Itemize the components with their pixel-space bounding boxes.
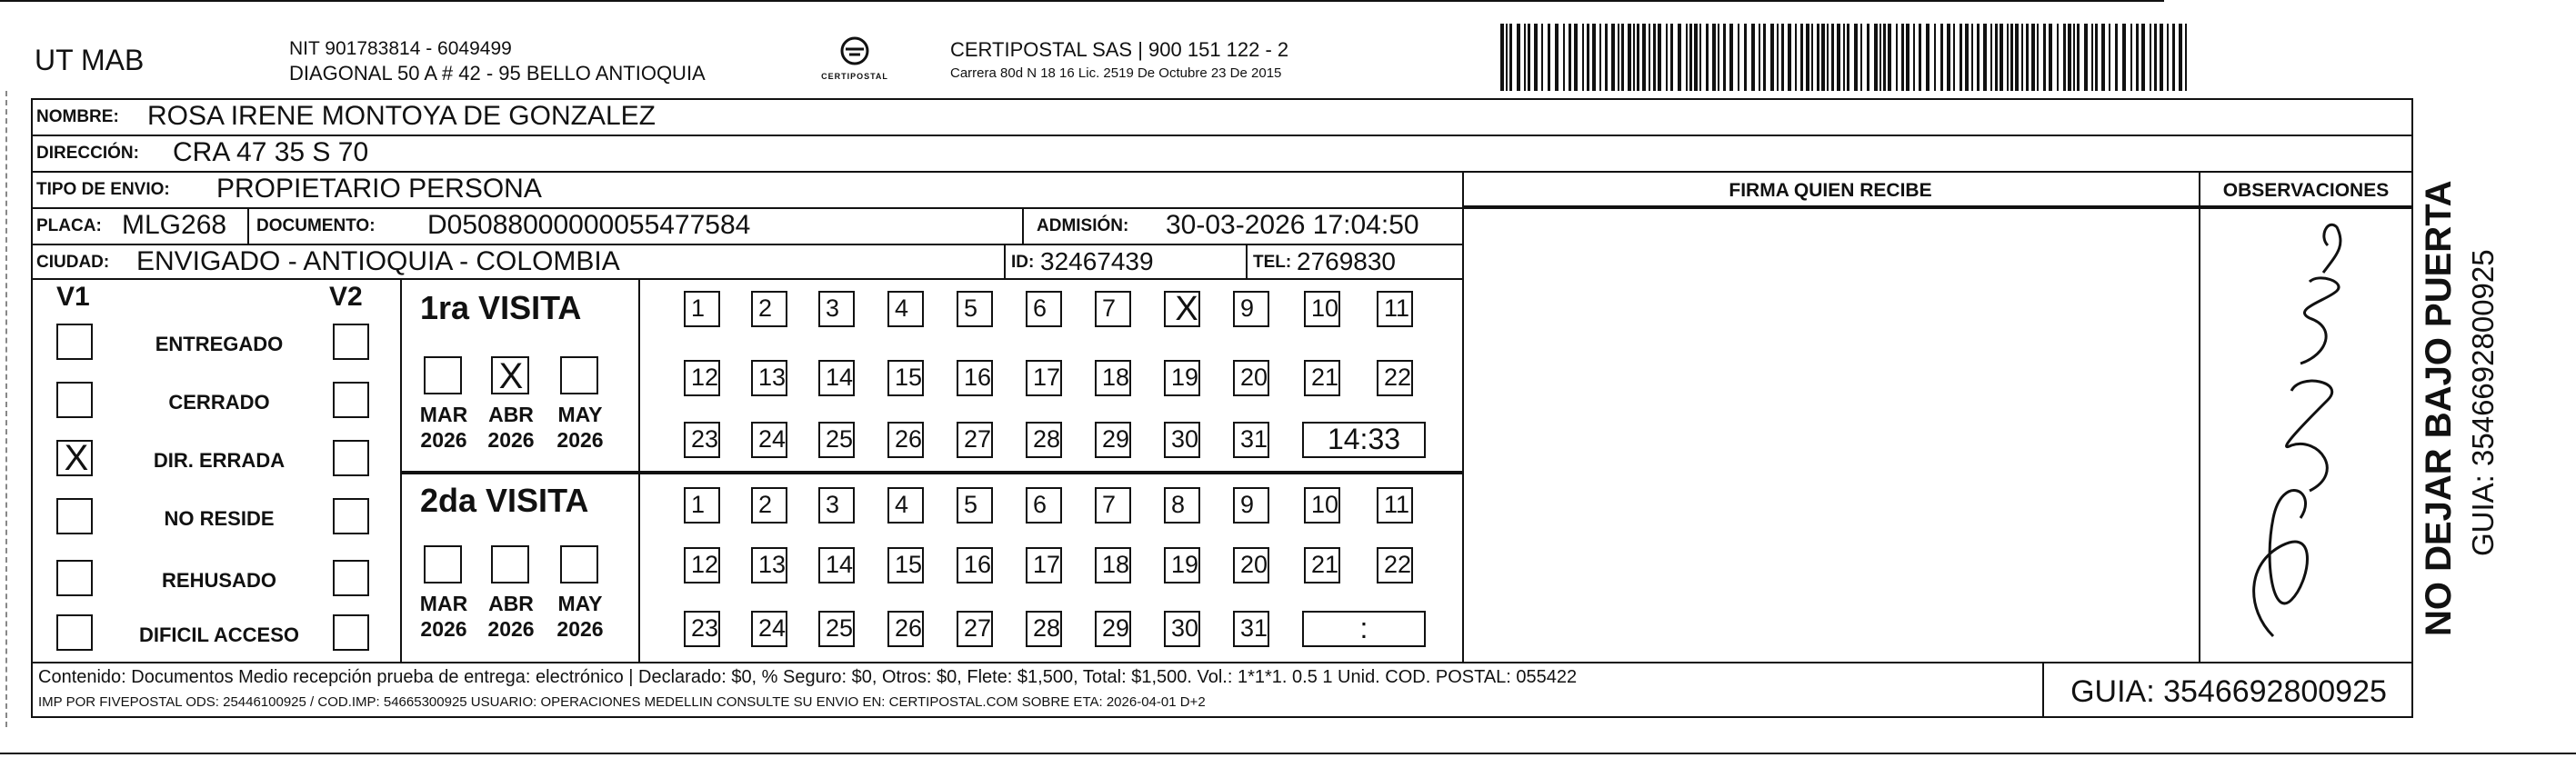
barcode-bar <box>1913 24 1915 91</box>
documento-value: D05088000000055477584 <box>427 210 751 240</box>
handwritten-signature <box>2210 218 2401 654</box>
name-label: NOMBRE: <box>36 107 119 126</box>
ciudad-label: CIUDAD: <box>36 253 110 272</box>
day-box[interactable]: 5 <box>957 487 993 524</box>
side-warning: NO DEJAR BAJO PUERTA <box>2419 180 2459 636</box>
day-box[interactable]: 27 <box>957 422 993 458</box>
tel-label: TEL: <box>1253 253 1292 272</box>
v2-checkbox[interactable] <box>333 382 369 418</box>
logo-text: CERTIPOSTAL <box>821 72 888 81</box>
barcode-bar <box>2091 24 2093 91</box>
barcode-bar <box>1569 24 1571 91</box>
day-box[interactable]: 11 <box>1377 487 1413 524</box>
col-head-line <box>1462 205 2413 207</box>
barcode-bar <box>1528 24 1530 91</box>
day-box[interactable]: 9 <box>1233 487 1269 524</box>
barcode-bar <box>2043 24 2046 91</box>
day-box[interactable]: 26 <box>887 611 924 647</box>
barcode-bar <box>2122 24 2126 91</box>
barcode-bar <box>1751 24 1755 91</box>
day-box[interactable]: 20 <box>1233 360 1269 396</box>
barcode-bar <box>1906 24 1909 91</box>
barcode-bar <box>2057 24 2059 91</box>
barcode-bar <box>1517 24 1520 91</box>
company-license: Carrera 80d N 18 16 Lic. 2519 De Octubre 23 De 2015 <box>950 65 1282 81</box>
barcode-bar <box>1592 24 1596 91</box>
day-box[interactable]: 10 <box>1304 291 1340 327</box>
day-box[interactable]: 13 <box>751 360 787 396</box>
barcode-bar <box>2185 24 2187 91</box>
month-checkbox[interactable] <box>424 545 462 583</box>
barcode-bar <box>2154 24 2157 91</box>
barcode-bar <box>2095 24 2098 91</box>
barcode-bar <box>1670 24 1673 91</box>
id-label: ID: <box>1011 253 1035 272</box>
barcode-bar <box>1953 24 1955 91</box>
barcode-bar <box>2172 24 2175 91</box>
documento-label: DOCUMENTO: <box>256 216 376 235</box>
day-box[interactable]: 2 <box>751 487 787 524</box>
barcode-bar <box>1788 24 1791 91</box>
barcode-bar <box>1995 24 1998 91</box>
day-box[interactable]: 2 <box>751 291 787 327</box>
day-box[interactable]: 25 <box>818 611 855 647</box>
month-label: MAR <box>419 592 468 615</box>
barcode-bar <box>1806 24 1809 91</box>
barcode-bar <box>1977 24 1980 91</box>
day-box[interactable]: 7 <box>1095 487 1131 524</box>
barcode-bar <box>2021 24 2023 91</box>
time-box[interactable]: 14:33 <box>1302 422 1426 458</box>
day-box[interactable]: 8 <box>1164 487 1200 524</box>
barcode-bar <box>2084 24 2088 91</box>
day-box[interactable]: 23 <box>684 422 720 458</box>
v2-checkbox[interactable] <box>333 324 369 360</box>
barcode-bar <box>2063 24 2066 91</box>
day-box[interactable]: 12 <box>684 360 720 396</box>
day-box[interactable]: 5 <box>957 291 993 327</box>
barcode-bar <box>1524 24 1526 91</box>
barcode-bar <box>1506 24 1508 91</box>
barcode-bar <box>1934 24 1936 91</box>
barcode-bar <box>1658 24 1661 91</box>
v1-checkbox[interactable] <box>56 382 93 418</box>
barcode-bar <box>1633 24 1635 91</box>
day-box[interactable]: 28 <box>1026 611 1062 647</box>
month-year: 2026 <box>487 428 535 452</box>
barcode-bar <box>1837 24 1840 91</box>
day-box[interactable]: 13 <box>751 547 787 583</box>
barcode-bar <box>1874 24 1878 91</box>
day-box[interactable]: 12 <box>684 547 720 583</box>
barcode-bar <box>1563 24 1565 91</box>
barcode-bar <box>1860 24 1862 91</box>
barcode-bar <box>1827 24 1829 91</box>
firma-divider <box>1462 171 1464 662</box>
visit2-title: 2da VISITA <box>420 482 589 519</box>
barcode-bar <box>1637 24 1639 91</box>
admision-label: ADMISIÓN: <box>1037 216 1129 235</box>
barcode-bar <box>2068 24 2071 91</box>
v1-checkbox[interactable] <box>56 440 93 476</box>
barcode-bar <box>1611 24 1615 91</box>
sender-name: UT MAB <box>35 44 145 76</box>
day-box[interactable]: 1 <box>684 487 720 524</box>
day-box[interactable]: 14 <box>818 360 855 396</box>
barcode-bar <box>1879 24 1881 91</box>
barcode-bar <box>1847 24 1849 91</box>
row-line <box>31 278 1463 280</box>
barcode-bar <box>1800 24 1803 91</box>
barcode-bar <box>2160 24 2163 91</box>
day-box[interactable]: 19 <box>1164 360 1200 396</box>
admision-value: 30-03-2026 17:04:50 <box>1166 210 1419 240</box>
barcode-bar <box>1901 24 1904 91</box>
v2-label: V2 <box>329 282 363 312</box>
day-box[interactable]: 18 <box>1095 360 1131 396</box>
day-box[interactable] <box>1164 291 1200 327</box>
barcode-bar <box>2167 24 2169 91</box>
barcode-bar <box>1795 24 1797 91</box>
barcode-bar <box>1770 24 1774 91</box>
barcode-bar <box>1642 24 1646 91</box>
v1-checkbox[interactable] <box>56 560 93 596</box>
month-year: 2026 <box>556 617 604 641</box>
v2-checkbox[interactable] <box>333 560 369 596</box>
row-line <box>31 662 2413 663</box>
day-box[interactable]: 15 <box>887 547 924 583</box>
barcode-bar <box>1628 24 1631 91</box>
day-box[interactable]: 22 <box>1377 547 1413 583</box>
cell-divider <box>1246 244 1248 278</box>
barcode-bar <box>1811 24 1813 91</box>
month-year: 2026 <box>556 428 604 452</box>
row-line <box>31 135 2413 136</box>
barcode-bar <box>1541 24 1543 91</box>
day-box[interactable]: 24 <box>751 422 787 458</box>
day-check-mark: X <box>1175 290 1198 328</box>
footer-guia: GUIA: 3546692800925 <box>2070 674 2387 709</box>
barcode-bar <box>2115 24 2118 91</box>
barcode-bar <box>1990 24 1992 91</box>
barcode-bar <box>1777 24 1779 91</box>
row-line <box>31 244 1463 245</box>
day-box[interactable]: 16 <box>957 360 993 396</box>
barcode-bar <box>2007 24 2009 91</box>
month-checkbox[interactable] <box>491 545 529 583</box>
barcode-bar <box>1867 24 1869 91</box>
barcode-bar <box>1574 24 1578 91</box>
cut-line <box>5 91 7 727</box>
barcode-bar <box>1678 24 1681 91</box>
observaciones-header: OBSERVACIONES <box>2222 180 2390 201</box>
month-checkbox[interactable] <box>491 356 529 394</box>
day-box[interactable]: 10 <box>1304 487 1340 524</box>
id-value: 32467439 <box>1040 247 1154 275</box>
barcode-bar <box>2000 24 2003 91</box>
day-box[interactable]: 17 <box>1026 547 1062 583</box>
barcode-bar <box>1919 24 1921 91</box>
barcode-bar <box>1960 24 1962 91</box>
tipo-value: PROPIETARIO PERSONA <box>216 174 542 204</box>
barcode-bar <box>1694 24 1698 91</box>
barcode-bar <box>1940 24 1943 91</box>
barcode-bar <box>1587 24 1589 91</box>
sender-nit: NIT 901783814 - 6049499 <box>289 38 512 59</box>
footer-contents: Contenido: Documentos Medio recepción prueba de entrega: electrónico | Declarado: $0, % Seguro: $0, Otros: $0, Flete: $1,500, Total: $1,500. Vol.: 1*1*1. 0.5 1 Unid. COD. POSTAL: 055422 <box>38 667 1578 687</box>
barcode-bar <box>1888 24 1891 91</box>
v1-checkbox[interactable] <box>56 614 93 651</box>
day-box[interactable]: 22 <box>1377 360 1413 396</box>
ciudad-value: ENVIGADO - ANTIOQUIA - COLOMBIA <box>136 246 620 276</box>
day-box[interactable]: 28 <box>1026 422 1062 458</box>
barcode-bar <box>1534 24 1538 91</box>
barcode-bar <box>1965 24 1969 91</box>
day-box[interactable]: 4 <box>887 487 924 524</box>
month-year: 2026 <box>420 617 467 641</box>
month-checkbox[interactable] <box>424 356 462 394</box>
barcode-bar <box>1729 24 1733 91</box>
barcode-bar <box>1649 24 1650 91</box>
barcode-bar <box>1854 24 1858 91</box>
day-box[interactable]: 6 <box>1026 291 1062 327</box>
month-checkbox[interactable] <box>560 545 598 583</box>
day-box[interactable]: 1 <box>684 291 720 327</box>
barcode-bar <box>1699 24 1701 91</box>
barcode-bar <box>1548 24 1550 91</box>
barcode-bar <box>1599 24 1601 91</box>
day-box[interactable]: 31 <box>1233 422 1269 458</box>
time-box[interactable]: : <box>1302 611 1426 647</box>
cell-divider <box>247 207 249 244</box>
barcode-bar <box>1896 24 1898 91</box>
barcode-bar <box>1689 24 1692 91</box>
barcode-bar <box>2150 24 2151 91</box>
top-rule <box>0 0 2164 2</box>
v1-checkbox[interactable] <box>56 324 93 360</box>
barcode-bar <box>1926 24 1929 91</box>
v2-checkbox[interactable] <box>333 614 369 651</box>
barcode-bar <box>1843 24 1845 91</box>
barcode-bar <box>1744 24 1747 91</box>
day-box[interactable]: 18 <box>1095 547 1131 583</box>
tipo-label: TIPO DE ENVIO: <box>36 180 170 199</box>
barcode-bar <box>1723 24 1726 91</box>
day-box[interactable]: 20 <box>1233 547 1269 583</box>
barcode-bar <box>2130 24 2132 91</box>
status-option-label: REHUSADO <box>162 569 276 592</box>
day-box[interactable]: 3 <box>818 291 855 327</box>
barcode-bar <box>1983 24 1987 91</box>
barcode-bar <box>1500 24 1504 91</box>
day-box[interactable]: 29 <box>1095 422 1131 458</box>
day-box[interactable]: 16 <box>957 547 993 583</box>
month-year: 2026 <box>420 428 467 452</box>
row-line <box>31 207 2413 209</box>
barcode-bar <box>2026 24 2029 91</box>
month-label: ABR <box>488 592 534 615</box>
day-box[interactable]: 23 <box>684 611 720 647</box>
day-box[interactable]: 4 <box>887 291 924 327</box>
day-box[interactable]: 21 <box>1304 547 1340 583</box>
barcode-bar <box>1706 24 1709 91</box>
barcode-bar <box>1738 24 1739 91</box>
day-box[interactable]: 17 <box>1026 360 1062 396</box>
barcode-bar <box>2031 24 2035 91</box>
observ-divider <box>2199 171 2200 662</box>
month-check-mark: X <box>498 356 524 396</box>
sender-address: DIAGONAL 50 A # 42 - 95 BELLO ANTIOQUIA <box>289 62 706 85</box>
day-box[interactable]: 30 <box>1164 422 1200 458</box>
barcode-bar <box>1817 24 1819 91</box>
barcode-bar <box>1821 24 1825 91</box>
status-option-label: NO RESIDE <box>164 507 275 530</box>
barcode-bar <box>2101 24 2105 91</box>
cell-divider <box>1022 207 1024 244</box>
barcode <box>1500 24 2191 91</box>
barcode-bar <box>1718 24 1719 91</box>
v2-checkbox[interactable] <box>333 440 369 476</box>
barcode-bar <box>1618 24 1619 91</box>
month-checkbox[interactable] <box>560 356 598 394</box>
day-box[interactable]: 3 <box>818 487 855 524</box>
placa-label: PLACA: <box>36 216 102 235</box>
barcode-bar <box>1712 24 1716 91</box>
address-label: DIRECCIÓN: <box>36 144 139 163</box>
barcode-bar <box>2141 24 2145 91</box>
barcode-bar <box>2073 24 2075 91</box>
barcode-bar <box>2077 24 2080 91</box>
barcode-bar <box>1763 24 1766 91</box>
barcode-bar <box>1653 24 1656 91</box>
status-divider <box>400 278 402 662</box>
month-year: 2026 <box>487 617 535 641</box>
status-option-label: DIR. ERRADA <box>153 449 286 472</box>
day-box[interactable]: 7 <box>1095 291 1131 327</box>
day-box[interactable]: 6 <box>1026 487 1062 524</box>
address-value: CRA 47 35 S 70 <box>173 137 369 167</box>
day-box[interactable]: 19 <box>1164 547 1200 583</box>
status-option-label: DIFICIL ACCESO <box>138 623 299 646</box>
visit1-title: 1ra VISITA <box>420 289 582 326</box>
barcode-bar <box>2049 24 2052 91</box>
barcode-bar <box>2037 24 2039 91</box>
barcode-bar <box>2010 24 2013 91</box>
status-option-label: CERRADO <box>168 391 270 414</box>
barcode-bar <box>1883 24 1886 91</box>
day-box[interactable]: 14 <box>818 547 855 583</box>
side-guia: GUIA: 3546692800925 <box>2466 249 2500 556</box>
day-box[interactable]: 31 <box>1233 611 1269 647</box>
barcode-bar <box>2179 24 2182 91</box>
status-option-label: ENTREGADO <box>155 333 284 355</box>
day-box[interactable]: 21 <box>1304 360 1340 396</box>
row-line <box>31 171 2413 173</box>
firma-header: FIRMA QUIEN RECIBE <box>1729 180 1932 201</box>
day-box[interactable]: 25 <box>818 422 855 458</box>
month-label: ABR <box>488 403 534 426</box>
barcode-bar <box>1759 24 1760 91</box>
day-box[interactable]: 29 <box>1095 611 1131 647</box>
v1-checkbox[interactable] <box>56 498 93 534</box>
v1-check-mark: X <box>64 438 89 478</box>
cell-divider <box>1004 244 1006 278</box>
certipostal-logo <box>818 36 891 81</box>
barcode-bar <box>1831 24 1834 91</box>
footer-print-info: IMP POR FIVEPOSTAL ODS: 25446100925 / COD.IMP: 54665300925 USUARIO: OPERACIONES MEDELLIN CONSULTE SU ENVIO EN: CERTIPOSTAL.COM SOBRE ETA: 2026-04-01 D+2 <box>38 694 1206 710</box>
day-box[interactable]: 11 <box>1377 291 1413 327</box>
barcode-bar <box>1947 24 1950 91</box>
barcode-bar <box>1605 24 1608 91</box>
day-box[interactable]: 24 <box>751 611 787 647</box>
barcode-bar <box>1509 24 1512 91</box>
placa-value: MLG268 <box>122 210 227 240</box>
barcode-bar <box>2015 24 2019 91</box>
company-name: CERTIPOSTAL SAS | 900 151 122 - 2 <box>950 38 1289 61</box>
bottom-rule <box>0 753 2576 754</box>
v2-checkbox[interactable] <box>333 498 369 534</box>
month-label: MAY <box>557 403 603 426</box>
day-box[interactable]: 15 <box>887 360 924 396</box>
barcode-bar <box>1971 24 1973 91</box>
day-box[interactable]: 27 <box>957 611 993 647</box>
visit-divider <box>638 278 640 662</box>
day-box[interactable]: 26 <box>887 422 924 458</box>
day-box[interactable]: 9 <box>1233 291 1269 327</box>
barcode-bar <box>1582 24 1584 91</box>
v1-label: V1 <box>56 282 90 312</box>
month-label: MAY <box>557 592 603 615</box>
barcode-bar <box>1555 24 1559 91</box>
tel-value: 2769830 <box>1297 247 1397 275</box>
barcode-bar <box>1686 24 1688 91</box>
visit-separator <box>400 471 1462 474</box>
barcode-bar <box>1621 24 1624 91</box>
barcode-bar <box>1666 24 1668 91</box>
barcode-bar <box>2109 24 2110 91</box>
day-box[interactable]: 30 <box>1164 611 1200 647</box>
name-value: ROSA IRENE MONTOYA DE GONZALEZ <box>147 101 656 131</box>
barcode-bar <box>1781 24 1784 91</box>
month-label: MAR <box>419 403 468 426</box>
barcode-bar <box>2136 24 2139 91</box>
